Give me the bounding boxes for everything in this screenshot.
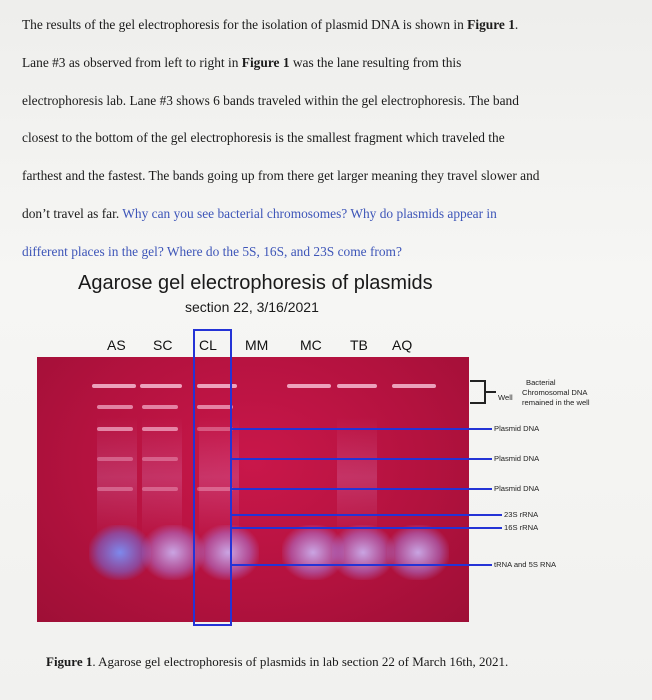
para-line-2: Lane #3 as observed from left to right in Figure 1 was the lane resulting from this <box>22 54 462 70</box>
marker-line-trna <box>232 564 492 566</box>
annotation-16s: 16S rRNA <box>504 523 539 532</box>
lane-highlight-box <box>193 329 232 626</box>
figure-caption: Figure 1. Agarose gel electrophoresis of plasmids in lab section 22 of March 16th, 2021. <box>46 654 509 669</box>
lane-label-cl: CL <box>199 337 217 353</box>
annotation-plasmid-1: Plasmid DNA <box>494 424 540 433</box>
annotation-bacterial-3: remained in the well <box>522 398 590 407</box>
lane-label-aq: AQ <box>392 337 413 353</box>
marker-line-16s <box>232 527 502 529</box>
para-line-3: electrophoresis lab. Lane #3 shows 6 bands traveled within the gel electrophoresis. The band <box>22 92 519 108</box>
gel-well <box>140 384 182 388</box>
gel-well <box>337 384 377 388</box>
gel-band <box>97 487 133 491</box>
annotation-bacterial-1: Bacterial <box>526 378 556 387</box>
figure-subtitle: section 22, 3/16/2021 <box>185 299 319 315</box>
lane-label-sc: SC <box>153 337 173 353</box>
gel-band <box>142 457 178 461</box>
marker-line-plasmid-1 <box>232 428 492 430</box>
annotation-plasmid-2: Plasmid DNA <box>494 454 540 463</box>
para-line-4: closest to the bottom of the gel electrophoresis is the smallest fragment which traveled the <box>22 130 505 146</box>
gel-band <box>97 427 133 431</box>
marker-line-plasmid-3 <box>232 488 492 490</box>
marker-line-23s <box>232 514 502 516</box>
lane-label-as: AS <box>107 337 126 353</box>
annotation-bacterial-2: Chromosomal DNA <box>522 388 588 397</box>
gel-band <box>142 405 178 409</box>
well-bracket <box>470 380 486 404</box>
marker-line-plasmid-2 <box>232 458 492 460</box>
gel-well <box>92 384 136 388</box>
gel-well <box>287 384 331 388</box>
annotation-trna: tRNA and 5S RNA <box>494 560 557 569</box>
body-paragraph <box>22 6 634 271</box>
lane-streak <box>142 417 182 537</box>
gel-rna-smear <box>387 525 449 580</box>
gel-band <box>97 457 133 461</box>
gel-band <box>97 405 133 409</box>
lane-label-tb: TB <box>350 337 368 353</box>
annotation-plasmid-3: Plasmid DNA <box>494 484 540 493</box>
gel-band <box>142 427 178 431</box>
gel-rna-smear <box>332 525 394 580</box>
annotation-23s: 23S rRNA <box>504 510 539 519</box>
lane-label-mm: MM <box>245 337 269 353</box>
lane-streak <box>337 417 377 537</box>
well-bracket-stem <box>486 391 496 393</box>
figure-title: Agarose gel electrophoresis of plasmids <box>78 272 433 294</box>
annotation-well: Well <box>498 393 513 402</box>
para-line-5: farthest and the fastest. The bands going up from there get larger meaning they travel slower and <box>22 168 540 184</box>
lane-streak <box>97 417 137 537</box>
para-line-6: don’t travel as far. Why can you see bacterial chromosomes? Why do plasmids appear in <box>22 205 497 221</box>
question-text: Why can you see bacterial chromosomes? Why do plasmids appear in <box>122 205 497 221</box>
gel-band <box>142 487 178 491</box>
para-line-1: The results of the gel electrophoresis for the isolation of plasmid DNA is shown in Figure 1. <box>22 17 519 32</box>
para-line-7: different places in the gel? Where do the 5S, 16S, and 23S come from? <box>22 243 402 259</box>
lane-label-mc: MC <box>300 337 322 353</box>
gel-well <box>392 384 436 388</box>
